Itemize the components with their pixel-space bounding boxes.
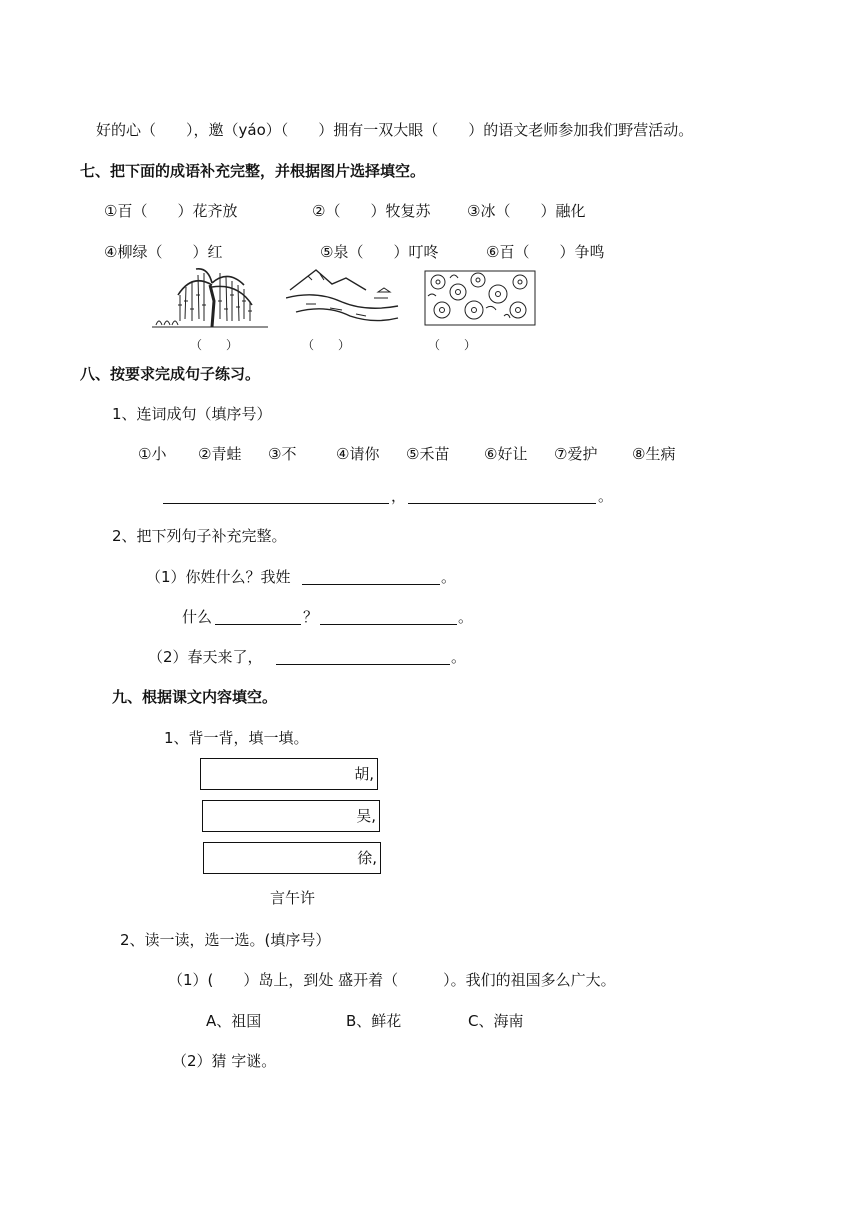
q9-2-sentence-1: （1）( ）岛上，到处 盛开着（ ）。我们的祖国多么广大。 <box>168 971 616 989</box>
answer-period: 。 <box>598 487 614 505</box>
section-9-heading: 九、根据课文内容填空。 <box>112 688 278 706</box>
answer-line-5[interactable] <box>320 624 457 625</box>
fill-box-3-text: 徐, <box>357 849 377 867</box>
idiom-5: ⑤泉（ ）叮咚 <box>320 243 439 261</box>
sentence-2: （2）春天来了， <box>148 648 263 666</box>
answer-line-1[interactable] <box>163 503 389 504</box>
q9-2-label: 2、读一读，选一选。(填序号） <box>120 931 331 949</box>
section-8-heading: 八、按要求完成句子练习。 <box>80 365 261 383</box>
idiom-4: ④柳绿（ ）红 <box>104 243 223 261</box>
sentence-2-end: 。 <box>451 648 467 666</box>
picture-caption-2: （ ） <box>302 338 351 352</box>
word-1: ①小 <box>138 445 167 463</box>
fill-box-1[interactable] <box>200 758 378 790</box>
idiom-2: ②（ ）牧复苏 <box>312 202 431 220</box>
flowers-icon <box>424 270 536 326</box>
fill-box-3[interactable] <box>203 842 381 874</box>
word-bank: 言午许 <box>270 889 316 907</box>
top-line: 好的心（ ），邀（yáo）（ ）拥有一双大眼（ ）的语文老师参加我们野营活动。 <box>96 121 694 139</box>
sentence-1b-end: 。 <box>458 608 474 626</box>
answer-line-6[interactable] <box>276 664 450 665</box>
fill-box-1-text: 胡, <box>354 765 374 783</box>
word-8: ⑧生病 <box>632 445 676 463</box>
option-b: B、鲜花 <box>346 1012 402 1030</box>
q8-1-label: 1、连词成句（填序号） <box>112 405 272 423</box>
sentence-1a-end: 。 <box>441 568 457 586</box>
thawing-river-icon <box>286 268 400 328</box>
picture-caption-3: （ ） <box>428 338 477 352</box>
word-6: ⑥好让 <box>484 445 528 463</box>
option-a: A、祖国 <box>206 1012 262 1030</box>
answer-comma: ， <box>391 487 407 505</box>
fill-box-2-text: 吴, <box>356 807 376 825</box>
q9-2-sentence-2: （2）猜 字谜。 <box>172 1052 277 1070</box>
word-4: ④请你 <box>336 445 380 463</box>
word-3: ③不 <box>268 445 297 463</box>
word-2: ②青蛙 <box>198 445 242 463</box>
answer-line-4[interactable] <box>215 624 301 625</box>
picture-caption-1: （ ） <box>190 338 239 352</box>
answer-line-3[interactable] <box>302 584 440 585</box>
section-7-heading: 七、把下面的成语补充完整，并根据图片选择填空。 <box>80 162 426 180</box>
q8-2-label: 2、把下列句子补充完整。 <box>112 527 287 545</box>
sentence-1b: 什么 <box>182 608 213 626</box>
answer-line-2[interactable] <box>408 503 596 504</box>
q9-1-label: 1、背一背，填一填。 <box>164 729 309 747</box>
willow-tree-icon <box>152 265 268 329</box>
idiom-3: ③冰（ ）融化 <box>467 202 586 220</box>
sentence-1a: （1）你姓什么？我姓 <box>146 568 291 586</box>
word-7: ⑦爱护 <box>554 445 598 463</box>
idiom-1: ①百（ ）花齐放 <box>104 202 238 220</box>
option-c: C、海南 <box>468 1012 524 1030</box>
fill-box-2[interactable] <box>202 800 380 832</box>
sentence-1b-q: ？ <box>303 608 319 626</box>
idiom-6: ⑥百（ ）争鸣 <box>486 243 605 261</box>
word-5: ⑤禾苗 <box>406 445 450 463</box>
